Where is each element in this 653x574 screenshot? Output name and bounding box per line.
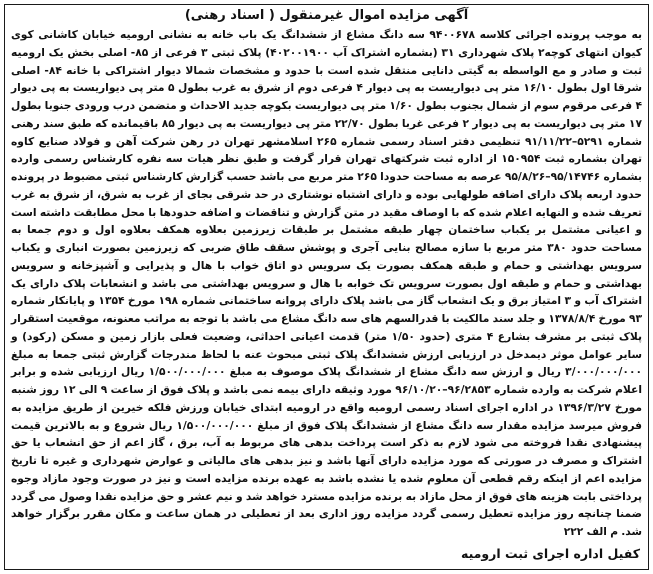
notice-title: آگهی مزایده اموال غیرمنقول ( اسناد رهنی) bbox=[184, 8, 469, 23]
notice-signature: کفیل اداره اجرای ثبت ارومیه bbox=[460, 546, 640, 561]
notice-body-text: به موجب پرونده اجرائی کلاسه ۹۴۰۰۶۷۸ سه دانگ مشاع از ششدانگ یک باب خانه به نشانی ارومیه خیابان کاشانی کوی کیوان انتهای کوچه۲ پلاک شهرداری ۳۱ (بشماره اشتراک آب ۴۰۲۰۰۱۹۰۰) پلاک ثبتی ۳ فرعی از ۸۵- اصلی بخش یک ارومیه ثبت و صادر و مع الواسطه به گیتی دانایی منتقل شده است با حدود و مشخصات شمالا دیوار اشتراکی با خانه ۸۴- اصلی شرقا اول بطول ۱۶/۱۰ متر پی دیواریست به پی دیوار ۴ فرعی دوم از شرق به غرب بطول ۵ متر پی دیواریست به پی دیوار ۴ فرعی مرقوم سوم از شمال بجنوب بطول ۱/۶۰ متر پی دیواریست بکوچه جدید الاحداث و متضمن درب ورودی جنوبا بطول ۱۷ متر پی دیواریست به پی دیوار ۲ فرعی غربا بطول ۲۲/۷۰ متر پی دیواریست به پی دیوار ۸۵ باقیمانده که طبق سند رهنی شماره ۵۲۹۱–۹۱/۱۱/۲۲ تنظیمی دفتر اسناد رسمی شماره ۲۶۵ اسلامشهر تهران در رهن شرکت آهن و فولاد صنایع کاوه تهران بشماره ثبت ۱۵۰۹۵۴ از اداره ثبت شرکتهای تهران قرار گرفت و طبق نظر هیات سه نفره کارشناس رسمی وارده بشماره ۹۵/۱۴۷۴۶–۹۵/۸/۲۶ عرصه به مساحت حدودا ۲۶۵ متر مربع می باشد حسب گزارش کارشناس ثبتی مضبوط در پرونده حدود اربعه پلاک دارای اضافه طولهایی بوده و دارای اشتباه نوشتاری در حد شرقی بجای از غرب به شرق، از شرق به غرب تعریف شده و النهایه اعلام شده که با اوصاف مقید در متن گزارش و تناقضات و اضافه حدودها با محل مطابقت داشته است و اعیانی مشتمل بر یکباب ساختمان چهار طبقه مشتمل بر طبقات زیرزمین بعلاوه همکف بعلاوه اول و دوم جمعا به مساحت حدود ۳۸۰ متر مربع با سازه مصالح بنایی آجری و پوشش سقف طاق ضربی که زیرزمین بصورت انباری و یکباب سرویس بهداشتی و حمام و طبقه همکف بصورت یک سرویس دو اتاق خواب با هال و پذیرایی و آشپزخانه و سرویس بهداشتی و حمام و طبقه اول بصورت سرویس تک خوابه با هال و سرویس بهداشتی می باشد و انشعابات پلاک دارای یک اشتراک آب و ۳ امتیاز برق و یک انشعاب گاز می باشد پلاک دارای پروانه ساختمانی شماره ۱۹۸ مورخ ۱۳۵۴ و پایانکار شماره ۹۳ مورخ ۱۳۷۸/۸/۴ و جلد سند مالکیت با قدرالسهم های سه دانگ مشاع می باشد با توجه به مراتب معنونه، موقعیت استقرار پلاک ثبتی بر مشرف بشارع ۴ متری (حدود ۱/۵۰ متر) قدمت اعیانی احداثی، وضعیت فعلی بازار زمین و مسکن (رکود) و سایر عوامل موثر دیمدخل در ارزیابی ارزش ششدانگ پلاک ثبتی مبحوث عنه با لحاظ مندرجات گزارش ثبتی جمعا به مبلغ ۳/۰۰۰/۰۰۰/۰۰۰ ریال و ارزش سه دانگ مشاع از ششدانگ پلاک موصوف به مبلغ ۱/۵۰۰/۰۰۰/۰۰۰ ریال ارزیابی شده و برابر اعلام شرکت به وارده شماره ۹۶/۲۸۵۳–۹۶/۱۰/۲۰ مورد وثیقه دارای بیمه نمی باشد و پلاک فوق از ساعت ۹ الی ۱۲ روز شنبه مورخ ۱۳۹۶/۳/۲۷ در اداره اجرای اسناد رسمی ارومیه واقع در ارومیه ابتدای خیابان ورزش فلکه خیرین از طریق مزایده به فروش میرسد مزایده مقدار سه دانگ مشاع از ششدانگ پلاک فوق از مبلغ ۱/۵۰۰/۰۰۰/۰۰۰ ریال شروع و به بالاترین قیمت پیشنهادی نقدا فروخته می شود لازم به ذکر است پرداخت بدهی های مربوط به آب، برق ، گاز اعم از حق انشعاب یا حق اشتراک و مصرف در صورتی که مورد مزایده دارای آنها باشد و نیز بدهی های مالیاتی و عوارض شهرداری و غیره تا تاریخ مزایده اعم از اینکه رقم قطعی آن معلوم شده یا نشده باشد به عهده برنده مزایده است و نیز در صورت وجود مازاد وجوه پرداختی بابت هزینه های فوق از محل مازاد به برنده مزایده مسترد خواهد شد و نیم عشر و حق مزایده نقدا وصول می گردد ضمنا چنانچه روز مزایده تعطیل رسمی گردد مزایده روز اداری بعد از تعطیلی در همان ساعت و مکان مقرر برگزار خواهد شد. م الف ۲۲۲ bbox=[11, 28, 643, 538]
auction-notice bbox=[4, 4, 649, 570]
